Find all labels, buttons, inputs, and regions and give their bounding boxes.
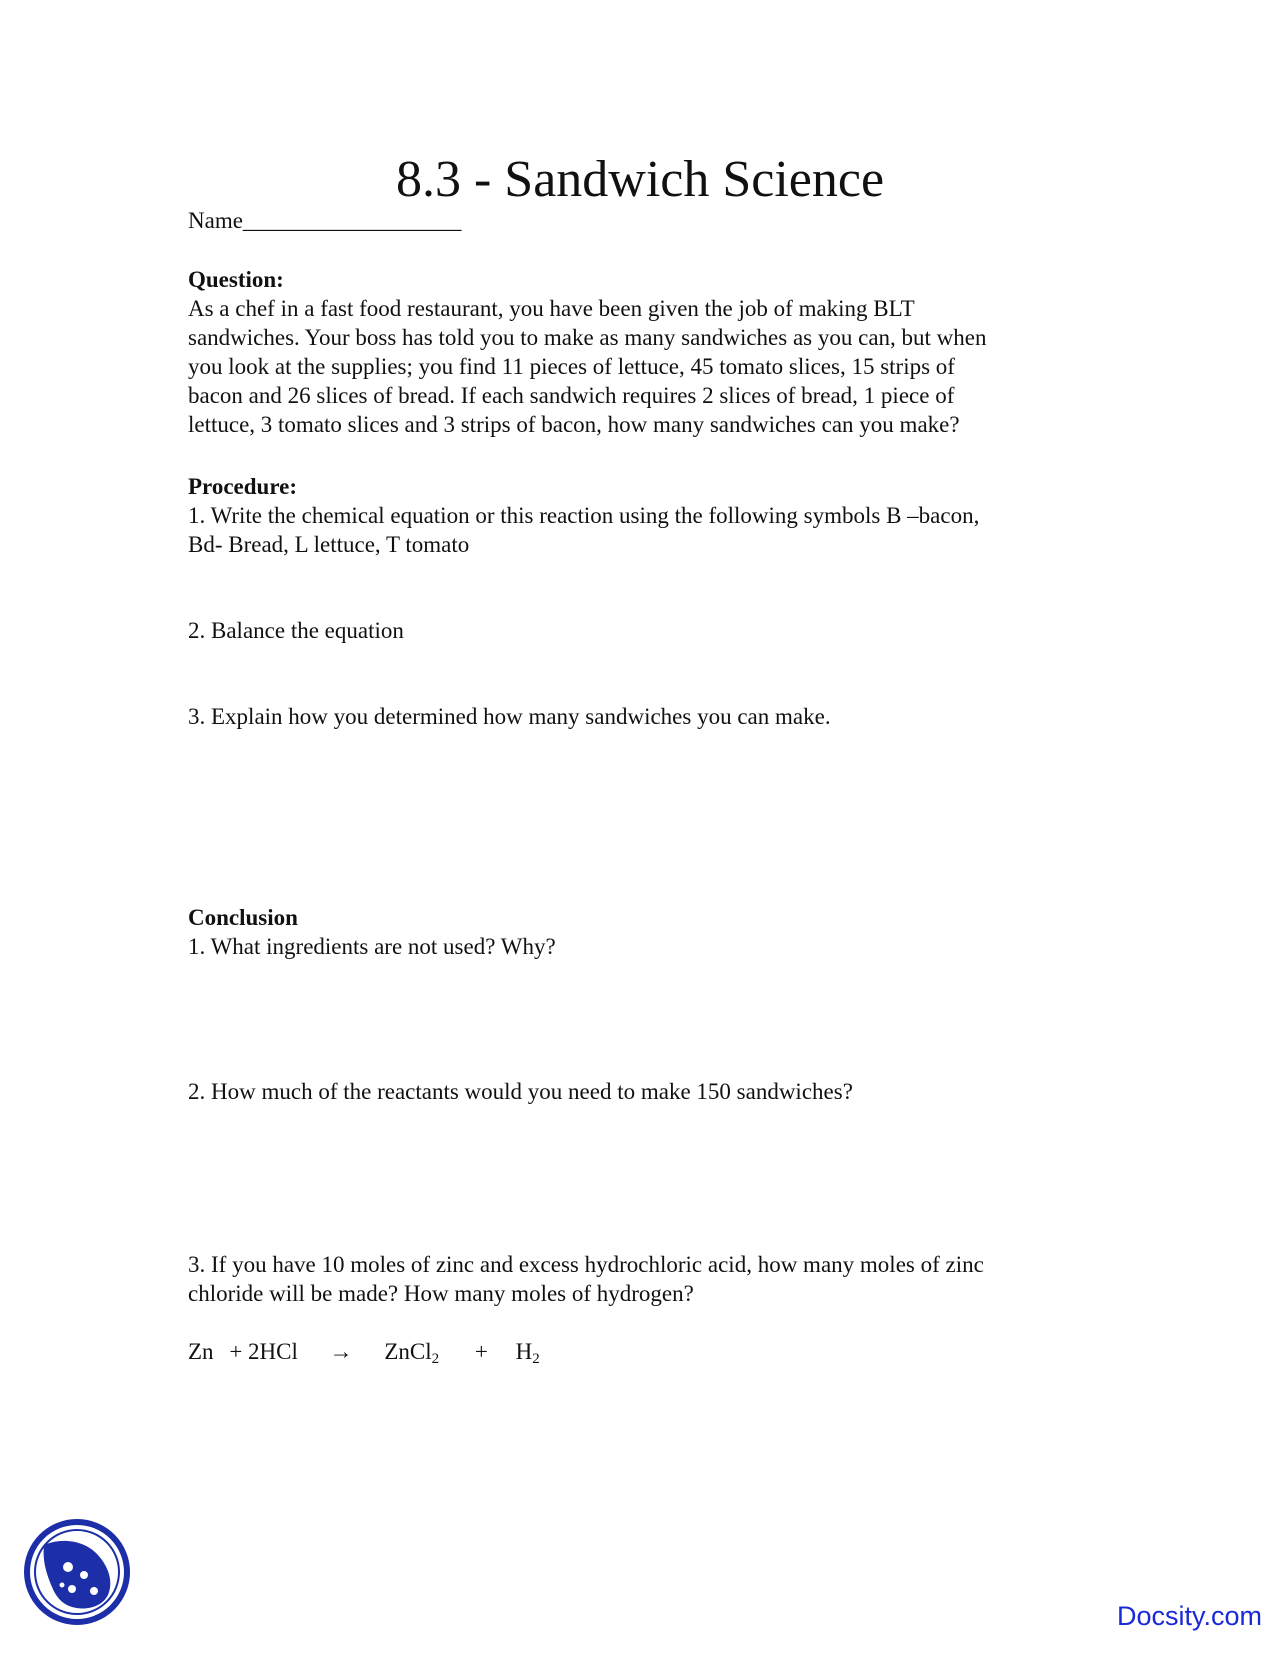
equation-reactant-zinc: Zn (188, 1339, 214, 1364)
question-line: sandwiches. Your boss has told you to make as many sandwiches as you can, but when (188, 325, 987, 350)
docsity-logo-icon (22, 1517, 132, 1627)
chemical-equation (188, 1337, 540, 1374)
equation-product-zncl2-subscript: 2 (431, 1351, 440, 1367)
name-field-line: Name___________________ (188, 208, 462, 233)
procedure-step-1 (188, 501, 1088, 559)
conclusion-question-3-line: chloride will be made? How many moles of hydrogen? (188, 1281, 694, 1306)
procedure-heading: Procedure: (188, 474, 298, 499)
question-heading: Question: (188, 267, 284, 292)
conclusion-question-3-line: 3. If you have 10 moles of zinc and excess hydrochloric acid, how many moles of zinc (188, 1252, 984, 1277)
conclusion-heading: Conclusion (188, 905, 298, 930)
equation-plus: + (474, 1339, 488, 1364)
equation-product-h2-subscript: 2 (532, 1351, 540, 1367)
procedure-step-1-line: Bd- Bread, L lettuce, T tomato (188, 532, 470, 557)
page-title: 8.3 - Sandwich Science (395, 151, 885, 208)
equation-product-zncl2-base: ZnCl (384, 1339, 432, 1364)
equation-product-h2 (516, 1337, 540, 1374)
conclusion-question-3 (188, 1250, 1088, 1308)
procedure-step-2: 2. Balance the equation (188, 618, 404, 643)
question-text (188, 294, 1088, 439)
docsity-brand-link[interactable]: Docsity.com (1116, 1601, 1262, 1631)
equation-reactant-hcl: + 2HCl (229, 1339, 298, 1364)
question-line: you look at the supplies; you find 11 pieces of lettuce, 45 tomato slices, 15 strips of (188, 354, 955, 379)
equation-product-zncl2 (384, 1337, 439, 1374)
conclusion-question-1: 1. What ingredients are not used? Why? (188, 934, 556, 959)
procedure-step-1-line: 1. Write the chemical equation or this reaction using the following symbols B –bacon, (188, 503, 980, 528)
question-line: lettuce, 3 tomato slices and 3 strips of bacon, how many sandwiches can you make? (188, 412, 960, 437)
question-line: bacon and 26 slices of bread. If each sandwich requires 2 slices of bread, 1 piece of (188, 383, 955, 408)
question-line: As a chef in a fast food restaurant, you have been given the job of making BLT (188, 296, 915, 321)
equation-product-h2-base: H (515, 1339, 533, 1364)
equation-arrow: → (329, 1339, 353, 1364)
procedure-step-3: 3. Explain how you determined how many sandwiches you can make. (188, 704, 831, 729)
conclusion-question-2: 2. How much of the reactants would you need to make 150 sandwiches? (188, 1079, 853, 1104)
